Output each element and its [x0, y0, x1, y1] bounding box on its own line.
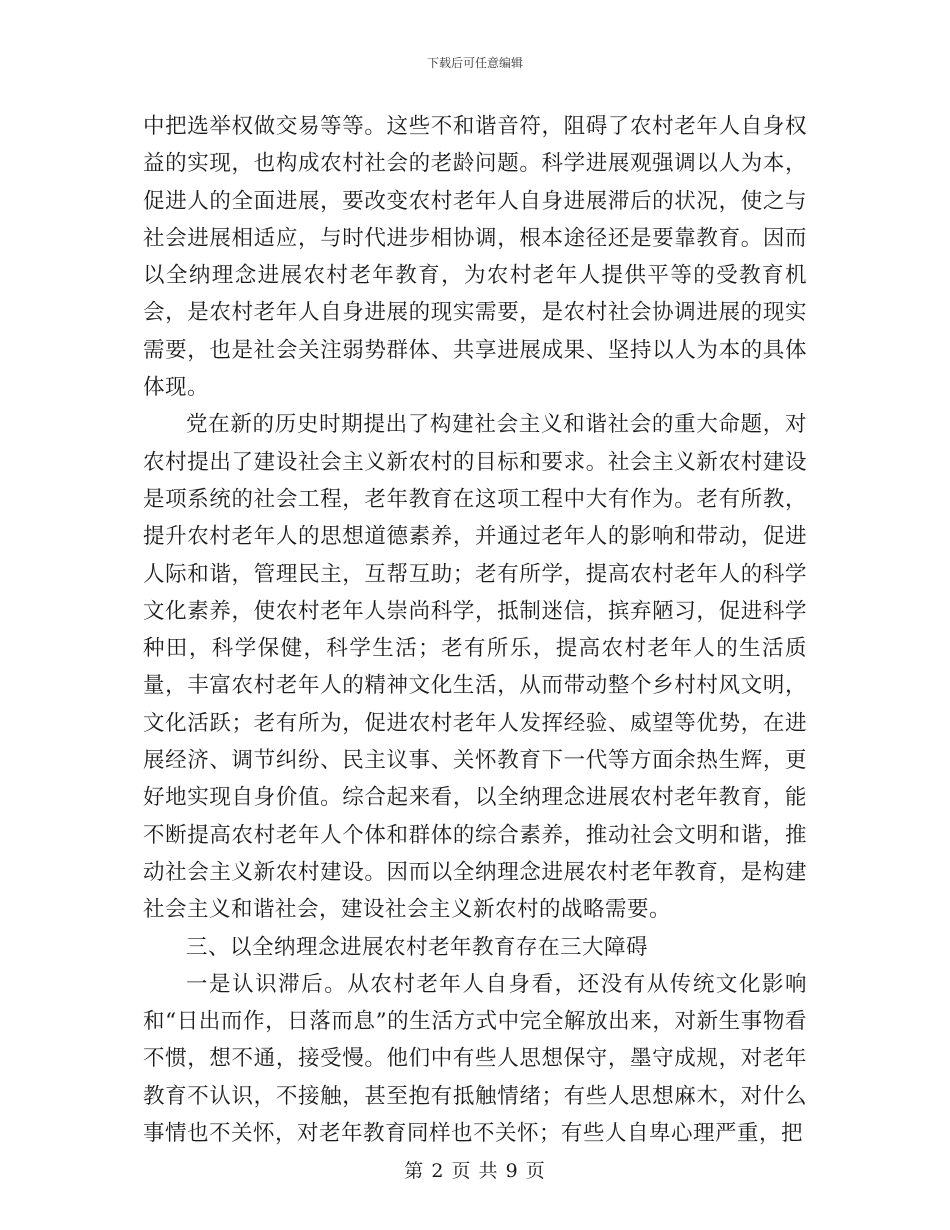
paragraph-1: 中把选举权做交易等等。这些不和谐音符，阻碍了农村老年人自身权益的实现，也构成农村社会的老龄问题。科学进展观强调以人为本，促进人的全面进展，要改变农村老年人自身进展滞后的状况，使之与社会进展相适应，与时代进步相协调，根本途径还是要靠教育。因而以全纳理念进展农村老年教育，为农村老年人提供平等的受教育机会，是农村老年人自身进展的现实需要，是农村社会协调进展的现实需要，也是社会关注弱势群体、共享进展成果、坚持以人为本的具体体现。	[143, 114, 807, 401]
paragraph-2: 党在新的历史时期提出了构建社会主义和谐社会的重大命题，对农村提出了建设社会主义新农村的目标和要求。社会主义新农村建设是项系统的社会工程，老年教育在这项工程中大有作为。老有所教，提升农村老年人的思想道德素养，并通过老年人的影响和带动，促进人际和谐，管理民主，互帮互助；老有所学，提高农村老年人的科学文化素养，使农村老年人崇尚科学，抵制迷信，摈弃陋习，促进科学种田，科学保健，科学生活；老有所乐，提高农村老年人的生活质量，丰富农村老年人的精神文化生活，从而带动整个乡村村风文明，文化活跃；老有所为，促进农村老年人发挥经验、威望等优势，在进展经济、调节纠纷、民主议事、关怀教育下一代等方面余热生辉，更好地实现自身价值。综合起来看，以全纳理念进展农村老年教育，能不断提高农村老年人个体和群体的综合素养，推动社会文明和谐，推动社会主义新农村建设。因而以全纳理念进展农村老年教育，是构建社会主义和谐社会，建设社会主义新农村的战略需要。	[143, 412, 807, 923]
page-number	[0, 1156, 950, 1183]
document-body	[143, 108, 807, 1152]
page-label-prefix: 第	[404, 1160, 425, 1182]
paragraph-3: 一是认识滞后。从农村老年人自身看，还没有从传统文化影响和“日出而作，日落而息”的生活方式中完全解放出来，对新生事物看不惯，想不通，接受慢。他们中有些人思想保守，墨守成规，对老年教育不认识，不接触，甚至抱有抵触情绪；有些人思想麻木，对什么事情也不关怀，对老年教育同样也不关怀；有些人自卑心理严重，把	[143, 971, 807, 1147]
header-note: 下载后可任意编辑	[426, 56, 523, 70]
section-heading: 三、以全纳理念进展农村老年教育存在三大障碍	[186, 934, 649, 960]
current-page: 2	[431, 1160, 445, 1182]
page-label-mid: 页 共	[451, 1160, 499, 1182]
total-pages: 9	[505, 1160, 519, 1182]
page-label-suffix: 页	[525, 1160, 546, 1182]
